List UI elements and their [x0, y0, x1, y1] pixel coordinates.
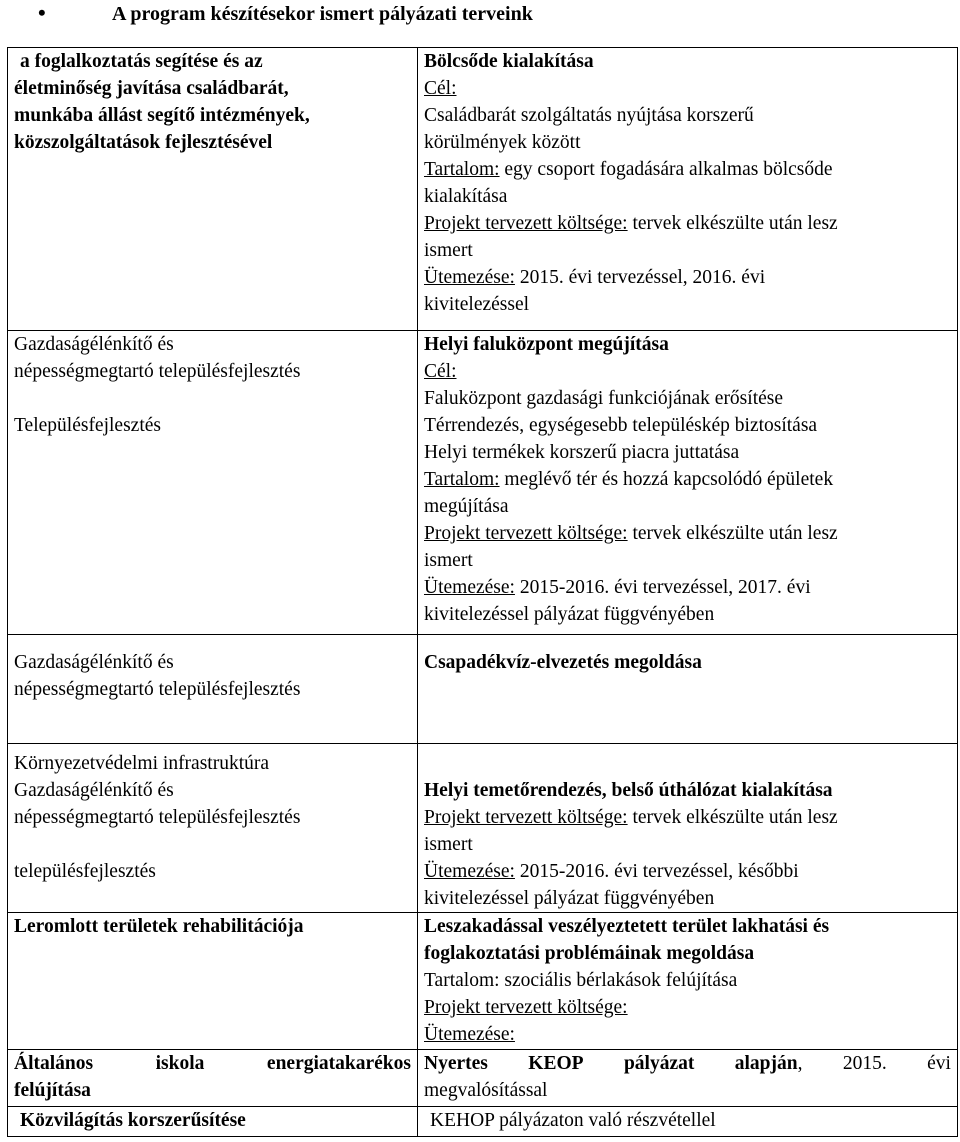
page-title: A program készítésekor ismert pályázati terveink	[112, 3, 533, 25]
table-row	[8, 1050, 958, 1107]
cost-text: tervek elkészülte után lesz	[627, 807, 838, 828]
project-title: Helyi temetőrendezés, belső úthálózat kialakítása	[424, 780, 833, 801]
table-cell-category	[8, 1050, 418, 1107]
cost-text: tervek elkészülte után lesz	[627, 523, 838, 544]
table-row	[8, 744, 958, 913]
schedule-text: 2015-2016. évi tervezéssel, későbbi	[514, 861, 799, 882]
schedule-line	[424, 858, 951, 885]
schedule-line	[424, 574, 951, 601]
goal-text: Családbarát szolgáltatás nyújtása korszerű	[424, 105, 754, 126]
category-text: Közvilágítás korszerűsítése	[20, 1110, 246, 1131]
schedule-label: Ütemezése:	[424, 861, 515, 882]
content-label: Tartalom:	[424, 159, 500, 180]
project-text: KEHOP pályázaton való részvétellel	[430, 1110, 716, 1131]
schedule-line	[424, 264, 951, 291]
category-text: felújítása	[14, 1080, 91, 1101]
table-row	[8, 48, 958, 331]
content-line	[424, 466, 951, 493]
category-word: energiatakarékos	[266, 1053, 411, 1074]
table-row	[8, 635, 958, 744]
project-title: Leszakadással veszélyeztetett terület lakhatási és	[424, 916, 830, 937]
table-cell-category	[8, 744, 418, 913]
category-text: Településfejlesztés	[14, 415, 161, 436]
table-cell-category	[8, 635, 418, 744]
project-title: Bölcsőde kialakítása	[424, 51, 594, 72]
table-row	[8, 1107, 958, 1137]
schedule-label: Ütemezése:	[424, 1024, 515, 1045]
table-cell-project	[418, 744, 958, 913]
table-cell-project	[418, 913, 958, 1050]
cost-label: Projekt tervezett költsége:	[424, 997, 628, 1018]
table-row	[8, 331, 958, 635]
category-text: a foglalkoztatás segítése és az	[20, 51, 263, 72]
cost-text: ismert	[424, 834, 473, 855]
cost-line	[424, 210, 951, 237]
project-word: évi	[927, 1053, 951, 1074]
goal-label: Cél:	[424, 361, 457, 382]
table-cell-project	[418, 1107, 958, 1137]
project-line	[424, 1050, 951, 1077]
table-cell-project	[418, 331, 958, 635]
schedule-text: kivitelezéssel pályázat függvényében	[424, 888, 715, 909]
content-text: egy csoport fogadására alkalmas bölcsőde	[499, 159, 833, 180]
project-word: pályázat	[623, 1053, 695, 1074]
category-text: népességmegtartó településfejlesztés	[14, 679, 301, 700]
schedule-label: Ütemezése:	[424, 577, 515, 598]
project-word: ,	[797, 1053, 803, 1074]
category-word: iskola	[155, 1053, 205, 1074]
category-text: népességmegtartó településfejlesztés	[14, 807, 301, 828]
category-text: életminőség javítása családbarát,	[14, 78, 289, 99]
cost-label: Projekt tervezett költsége:	[424, 807, 628, 828]
cost-text: ismert	[424, 550, 473, 571]
project-title: Helyi faluközpont megújítása	[424, 334, 669, 355]
table-cell-project	[418, 1050, 958, 1107]
category-text: Környezetvédelmi infrastruktúra	[14, 753, 270, 774]
schedule-text: 2015-2016. évi tervezéssel, 2017. évi	[514, 577, 811, 598]
table-cell-category	[8, 913, 418, 1050]
project-word-group	[735, 1050, 803, 1077]
cost-line	[424, 520, 951, 547]
project-word: 2015.	[842, 1053, 887, 1074]
content-line	[424, 156, 951, 183]
project-word: alapján	[734, 1053, 798, 1074]
project-title: Csapadékvíz-elvezetés megoldása	[424, 652, 702, 673]
goal-label: Cél:	[424, 78, 457, 99]
page-heading	[0, 0, 960, 30]
project-text: megvalósítással	[424, 1080, 548, 1101]
goal-text: körülmények között	[424, 132, 581, 153]
content-text: meglévő tér és hozzá kapcsolódó épületek	[499, 469, 834, 490]
bullet-icon: •	[38, 0, 46, 25]
content-text: megújítása	[424, 496, 509, 517]
table-cell-category	[8, 48, 418, 331]
category-text: közszolgáltatások fejlesztésével	[14, 132, 273, 153]
category-text: Leromlott területek rehabilitációja	[14, 916, 304, 937]
category-text: munkába állást segítő intézmények,	[14, 105, 310, 126]
schedule-text: kivitelezéssel	[424, 294, 530, 315]
cost-label: Projekt tervezett költsége:	[424, 523, 628, 544]
table-cell-project	[418, 635, 958, 744]
cost-text: tervek elkészülte után lesz	[627, 213, 838, 234]
table-cell-project	[418, 48, 958, 331]
content-text: Tartalom: szociális bérlakások felújítása	[424, 970, 738, 991]
table-row	[8, 913, 958, 1050]
schedule-label: Ütemezése:	[424, 267, 515, 288]
table-cell-category	[8, 1107, 418, 1137]
schedule-text: 2015. évi tervezéssel, 2016. évi	[514, 267, 766, 288]
cost-label: Projekt tervezett költsége:	[424, 213, 628, 234]
project-word: Nyertes	[424, 1053, 488, 1074]
project-plan-table	[7, 47, 958, 1137]
category-line	[14, 1050, 411, 1077]
schedule-text: kivitelezéssel pályázat függvényében	[424, 604, 715, 625]
category-text: Gazdaságélénkítő és	[14, 780, 174, 801]
category-word: Általános	[14, 1053, 94, 1074]
goal-text: Faluközpont gazdasági funkciójának erősítése	[424, 388, 784, 409]
cost-line	[424, 804, 951, 831]
category-text: Gazdaságélénkítő és	[14, 652, 174, 673]
cost-text: ismert	[424, 240, 473, 261]
project-word: KEOP	[528, 1053, 584, 1074]
goal-text: Helyi termékek korszerű piacra juttatása	[424, 442, 740, 463]
project-title: foglakoztatási problémáinak megoldása	[424, 943, 755, 964]
content-label: Tartalom:	[424, 469, 500, 490]
category-text: Gazdaságélénkítő és	[14, 334, 174, 355]
category-text: népességmegtartó településfejlesztés	[14, 361, 301, 382]
goal-text: Térrendezés, egységesebb településkép biztosítása	[424, 415, 818, 436]
table-cell-category	[8, 331, 418, 635]
category-text: településfejlesztés	[14, 861, 156, 882]
content-text: kialakítása	[424, 186, 508, 207]
